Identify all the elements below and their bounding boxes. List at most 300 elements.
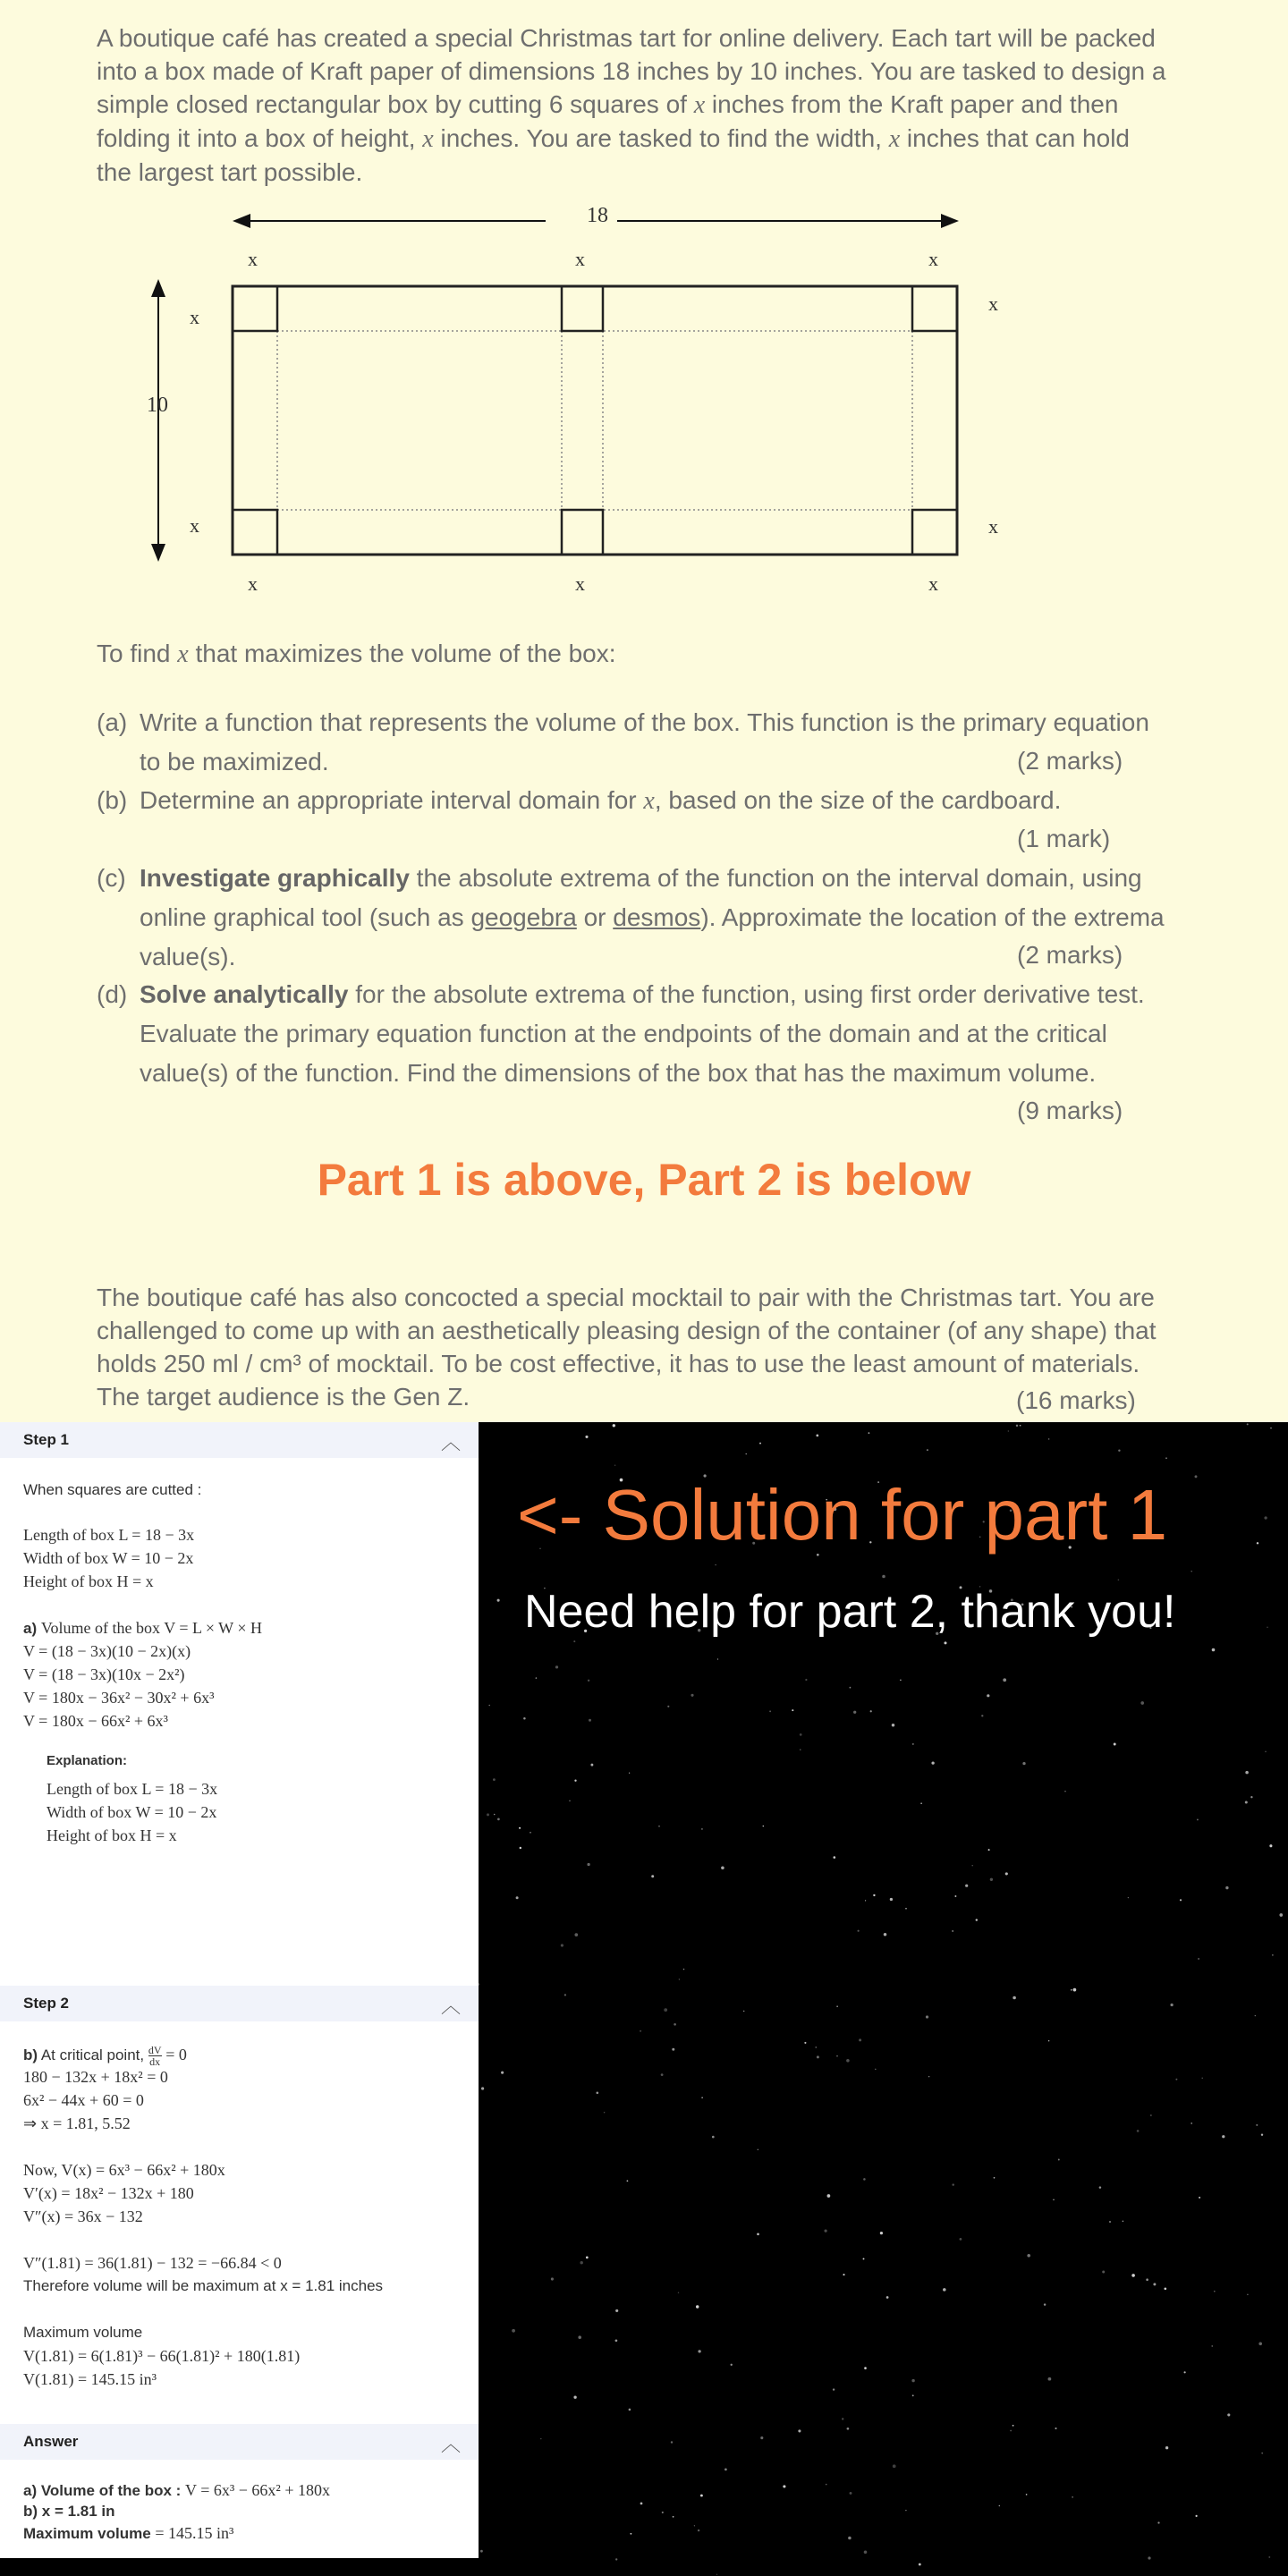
- star-dot: [717, 1658, 718, 1659]
- star-dot: [694, 2525, 695, 2526]
- star-dot: [990, 1878, 993, 1881]
- star-dot: [1175, 2079, 1177, 2080]
- star-dot: [1201, 2078, 1202, 2079]
- question-d: [97, 975, 1197, 1093]
- question-text: ). Approximate the location of the extrema: [700, 903, 1165, 931]
- star-dot: [987, 1694, 989, 1697]
- star-dot: [1016, 1425, 1018, 1427]
- star-dot: [615, 2309, 618, 2312]
- star-dot: [893, 2464, 896, 2468]
- star-dot: [480, 2550, 483, 2553]
- star-dot: [798, 2429, 801, 2432]
- volume-text: Volume of the box V = L × W × H: [40, 1619, 262, 1637]
- star-dot: [1267, 1627, 1268, 1629]
- star-dot: [1131, 2274, 1135, 2277]
- intro-text: simple closed rectangular box by cutting 6 squares of: [97, 90, 687, 118]
- fraction-numerator: dV: [148, 2044, 162, 2056]
- star-dot: [859, 2038, 861, 2041]
- star-dot: [1212, 2345, 1213, 2346]
- star-dot: [1020, 1425, 1021, 1427]
- star-dot: [712, 2136, 715, 2139]
- volume-step: V = 180x − 66x² + 6x³: [23, 1712, 168, 1730]
- square-label: x: [248, 572, 258, 595]
- solution-arrow-caption: <- Solution for part 1: [517, 1475, 1168, 1555]
- cut-square: [233, 510, 277, 555]
- star-dot: [900, 1680, 901, 1681]
- star-dot: [493, 1778, 496, 1781]
- critical-text: At critical point,: [40, 2046, 145, 2063]
- volume-step: V = (18 − 3x)(10x − 2x²): [23, 1665, 185, 1683]
- star-dot: [664, 2008, 667, 2012]
- star-dot: [724, 2469, 727, 2471]
- star-dot: [1053, 2199, 1054, 2200]
- star-dot: [1153, 2283, 1156, 2285]
- star-dot: [971, 1865, 972, 1866]
- star-dot: [1279, 1913, 1283, 1917]
- star-dot: [1058, 2159, 1060, 2161]
- star-dot: [927, 1449, 928, 1451]
- star-dot: [1247, 2294, 1248, 2295]
- star-dot: [816, 1435, 818, 1437]
- star-dot: [1268, 2556, 1270, 2558]
- question-label: (c): [97, 864, 126, 892]
- star-dot: [869, 1432, 870, 1434]
- star-dot: [590, 1764, 593, 1767]
- help-request-caption: Need help for part 2, thank you!: [524, 1586, 1176, 1638]
- question-text: online graphical tool (such as: [140, 903, 471, 931]
- star-dot: [604, 2112, 605, 2113]
- star-dot: [678, 2292, 679, 2293]
- marks-part2: (16 marks): [1016, 1386, 1136, 1414]
- intro-text: inches that can hold: [906, 124, 1130, 152]
- star-dot: [743, 2011, 744, 2012]
- star-dot: [516, 1896, 519, 1899]
- step2-header[interactable]: [0, 1986, 479, 2021]
- star-dot: [931, 1761, 934, 1764]
- star-dot: [960, 2238, 962, 2241]
- star-dot: [827, 2194, 831, 2198]
- chevron-up-icon[interactable]: ︿: [440, 1995, 461, 2017]
- star-dot: [1195, 1475, 1198, 1478]
- star-dot: [884, 1933, 887, 1936]
- star-dot: [683, 1969, 684, 1970]
- solution-card: [0, 1422, 479, 2558]
- geogebra-link[interactable]: geogebra: [470, 903, 577, 931]
- marks-a: (2 marks): [1017, 747, 1123, 775]
- star-dot: [574, 1780, 576, 1782]
- star-dot: [1265, 1751, 1266, 1752]
- star-dot: [875, 2069, 877, 2071]
- question-text: value(s) of the function. Find the dimensions of the box that has the maximum volume.: [140, 1059, 1097, 1087]
- star-dot: [716, 2574, 717, 2575]
- star-dot: [574, 1933, 578, 1936]
- question-label: (b): [97, 786, 128, 814]
- dim-width: Width of box W = 10 − 2x: [23, 1549, 194, 1567]
- part-divider-heading: Part 1 is above, Part 2 is below: [317, 1155, 971, 1205]
- question-text: , based on the size of the cardboard.: [654, 786, 1062, 814]
- explanation-title: Explanation:: [47, 1753, 128, 1768]
- square-label: x: [248, 248, 258, 270]
- star-dot: [1191, 2123, 1192, 2124]
- star-dot: [999, 2505, 1000, 2506]
- star-dot: [994, 2177, 996, 2179]
- star-dot: [1044, 2303, 1046, 2305]
- cut-square: [562, 286, 603, 331]
- star-dot: [1227, 2413, 1230, 2416]
- star-dot: [588, 1680, 589, 1682]
- star-dot: [911, 2379, 914, 2382]
- star-dot: [613, 1424, 615, 1427]
- answer-b-value: x = 1.81 in: [41, 2503, 115, 2520]
- star-dot: [757, 2233, 759, 2235]
- star-dot: [1073, 1988, 1077, 1992]
- star-dot: [792, 1709, 793, 1711]
- cut-square: [912, 510, 957, 555]
- star-dot: [585, 1436, 588, 1438]
- star-dot: [954, 1895, 956, 1897]
- star-dot: [1114, 1743, 1116, 1746]
- explanation-line: Length of box L = 18 − 3x: [47, 1780, 218, 1798]
- step2-title: Step 2: [23, 1995, 70, 2012]
- star-dot: [836, 2006, 837, 2007]
- question-bold: Solve analytically: [140, 980, 349, 1008]
- star-dot: [1269, 1844, 1272, 1847]
- star-dot: [667, 1706, 669, 1707]
- star-dot: [1164, 2287, 1166, 2290]
- star-dot: [815, 2046, 817, 2048]
- derivative-step: V″(x) = 36x − 132: [23, 2207, 143, 2225]
- star-dot: [826, 2484, 827, 2486]
- star-dot: [1199, 2197, 1200, 2199]
- star-dot: [580, 2261, 582, 2264]
- star-dot: [833, 2388, 835, 2390]
- intro-paragraph: [97, 21, 1197, 189]
- star-dot: [615, 2558, 617, 2560]
- part-a-label: a): [23, 1620, 38, 1637]
- question-label: (a): [97, 708, 128, 736]
- star-dot: [1003, 1678, 1006, 1682]
- star-dot: [523, 1717, 526, 1720]
- star-dot: [1197, 1818, 1199, 1820]
- star-dot: [481, 2087, 484, 2089]
- star-dot: [629, 2409, 631, 2411]
- square-label: x: [190, 306, 199, 328]
- marks-b: (1 mark): [1017, 825, 1111, 852]
- question-bold: Investigate graphically: [140, 864, 410, 892]
- step1-title: Step 1: [23, 1431, 70, 1448]
- star-dot: [1225, 1886, 1228, 1889]
- star-dot: [1212, 1648, 1216, 1652]
- intro-text: folding it into a box of height,: [97, 124, 416, 152]
- star-dot: [1264, 1516, 1267, 1519]
- answer-a-value: V = 6x³ − 66x² + 180x: [185, 2481, 330, 2499]
- star-dot: [497, 1599, 500, 1602]
- star-dot: [1184, 2371, 1186, 2373]
- star-dot: [1048, 1438, 1050, 1440]
- step1-header[interactable]: [0, 1422, 479, 1458]
- star-dot: [1165, 2446, 1168, 2449]
- star-dot: [890, 1898, 893, 1901]
- question-text: the absolute extrema of the function on the interval domain, using: [409, 864, 1142, 892]
- star-dot: [850, 2492, 852, 2495]
- star-dot: [836, 2055, 837, 2056]
- question-text: or: [576, 903, 614, 931]
- star-dot: [573, 1640, 575, 1642]
- star-dot: [976, 1919, 978, 1920]
- star-dot: [864, 2367, 867, 2369]
- star-dot: [586, 2257, 589, 2259]
- star-dot: [696, 2305, 699, 2308]
- star-dot: [928, 2076, 930, 2078]
- star-dot: [846, 2059, 850, 2063]
- star-dot: [882, 1575, 886, 1579]
- star-dot: [850, 1687, 852, 1689]
- star-dot: [1272, 1954, 1273, 1955]
- intro-line: A boutique café has created a special Christmas tart for online delivery. Each tart will be packed: [97, 24, 1156, 52]
- star-dot: [1128, 1897, 1129, 1898]
- star-dot: [519, 1827, 521, 1829]
- star-dot: [1148, 2556, 1150, 2559]
- question-b: [97, 781, 1197, 821]
- desmos-link[interactable]: desmos: [613, 903, 701, 931]
- volume-step: V = 180x − 36x² − 30x² + 6x³: [23, 1689, 215, 1707]
- star-dot: [1010, 2430, 1012, 2432]
- star-dot: [520, 1847, 521, 1849]
- star-dot: [912, 2394, 914, 2396]
- square-label: x: [190, 514, 199, 537]
- star-dot: [615, 2339, 618, 2342]
- star-dot: [759, 1443, 761, 1445]
- star-dot: [1099, 2186, 1102, 2189]
- critical-equals: = 0: [165, 2045, 187, 2063]
- star-dot: [1261, 2133, 1263, 2135]
- star-dot: [944, 1641, 946, 1644]
- answer-b-label: b): [23, 2503, 38, 2520]
- square-label: x: [988, 292, 998, 315]
- star-dot: [536, 1677, 538, 1679]
- star-dot: [873, 1894, 875, 1896]
- answer-max-label: Maximum volume: [23, 2525, 151, 2542]
- star-dot: [555, 1665, 558, 1668]
- star-dot: [1165, 1458, 1166, 1459]
- star-dot: [1118, 1449, 1120, 1451]
- intro-line: [97, 122, 1197, 156]
- star-dot: [1196, 2515, 1198, 2517]
- star-dot: [1055, 2428, 1056, 2429]
- star-dot: [1255, 2015, 1256, 2016]
- star-dot: [981, 1715, 983, 1716]
- chevron-up-icon[interactable]: ︿: [440, 2433, 461, 2455]
- star-dot: [804, 2042, 806, 2044]
- star-dot: [919, 2563, 921, 2566]
- star-dot: [672, 2048, 674, 2051]
- cut-square: [562, 510, 603, 555]
- fraction-denominator: dx: [149, 2055, 161, 2068]
- star-dot: [965, 1885, 968, 1887]
- part-b-label: b): [23, 2046, 38, 2063]
- derivative-fraction: [148, 2045, 162, 2067]
- star-dot: [853, 1711, 856, 1714]
- derivative-step: V′(x) = 18x² − 132x + 180: [23, 2184, 194, 2202]
- star-dot: [1214, 2291, 1216, 2292]
- star-dot: [864, 2551, 868, 2555]
- chevron-up-icon[interactable]: ︿: [440, 1431, 461, 1453]
- intro-line: [97, 88, 1197, 122]
- star-dot: [614, 1464, 615, 1465]
- star-dot: [1013, 1996, 1016, 2000]
- star-dot: [1027, 2254, 1030, 2258]
- star-dot: [892, 1724, 894, 1726]
- star-dot: [640, 2030, 641, 2032]
- question-text: Determine an appropriate interval domain for: [140, 786, 637, 814]
- star-dot: [760, 2436, 763, 2439]
- star-dot: [783, 2485, 785, 2487]
- cut-square: [912, 286, 957, 331]
- star-dot: [701, 1828, 703, 1830]
- star-dot: [1180, 1899, 1182, 1901]
- star-dot: [952, 2183, 953, 2185]
- star-dot: [700, 2495, 703, 2497]
- star-dot: [721, 1867, 724, 1870]
- star-dot: [512, 2329, 515, 2333]
- star-dot: [769, 1710, 771, 1712]
- star-dot: [564, 1994, 566, 1996]
- star-dot: [640, 2503, 643, 2505]
- critical-point-line: [23, 2045, 187, 2067]
- star-dot: [1257, 1542, 1258, 1544]
- star-dot: [651, 1875, 654, 1877]
- variable-x: x: [888, 125, 901, 153]
- star-dot: [662, 2512, 664, 2513]
- star-dot: [843, 2274, 844, 2275]
- star-dot: [1137, 2130, 1140, 2132]
- star-dot: [701, 2097, 703, 2098]
- star-dot: [943, 2288, 946, 2292]
- question-text: Write a function that represents the volume of the box. This function is the primary equation: [140, 708, 1149, 736]
- star-dot: [1048, 2377, 1052, 2381]
- star-dot: [825, 2230, 827, 2233]
- volume-formula: [23, 1619, 262, 1638]
- star-dot: [800, 1733, 802, 1736]
- square-label: x: [928, 572, 938, 595]
- star-dot: [817, 2055, 819, 2058]
- star-dot: [842, 2418, 843, 2419]
- square-label: x: [575, 248, 585, 270]
- star-dot: [1222, 2135, 1224, 2138]
- star-dot: [551, 2277, 554, 2280]
- answer-header[interactable]: [0, 2424, 479, 2460]
- star-dot: [494, 1814, 496, 1816]
- arrowhead-down-icon: [151, 544, 165, 562]
- square-label: x: [928, 248, 938, 270]
- arrowhead-right-icon: [941, 214, 959, 228]
- variable-x: x: [693, 91, 706, 119]
- star-dot: [1256, 2124, 1258, 2126]
- star-dot: [1198, 1958, 1199, 1960]
- answer-a: [23, 2481, 330, 2500]
- star-dot: [630, 2533, 631, 2535]
- star-dot: [905, 2510, 906, 2511]
- intro-text: inches. You are tasked to find the width,: [440, 124, 882, 152]
- star-dot: [920, 1802, 922, 1804]
- star-dot: [674, 2023, 676, 2026]
- question-text: value(s).: [140, 943, 236, 970]
- dim-height: Height of box H = x: [23, 1572, 154, 1590]
- width-label: 18: [587, 204, 608, 227]
- height-label: 10: [147, 394, 168, 417]
- star-dot: [487, 1813, 489, 1816]
- derivative-step: Now, V(x) = 6x³ − 66x² + 180x: [23, 2161, 225, 2179]
- variable-x: x: [422, 125, 434, 153]
- star-dot: [715, 1564, 716, 1566]
- part2-line: The target audience is the Gen Z.: [97, 1383, 470, 1411]
- question-text: to be maximized.: [140, 748, 329, 775]
- answer-max-value: = 145.15 in³: [155, 2524, 234, 2542]
- explanation-line: Height of box H = x: [47, 1826, 177, 1844]
- star-dot: [1064, 1791, 1065, 1792]
- star-dot: [912, 1743, 914, 1745]
- star-dot: [658, 1826, 660, 1827]
- answer-b: [23, 2503, 115, 2521]
- star-dot: [886, 2296, 889, 2299]
- star-dot: [691, 1694, 693, 1697]
- star-dot: [1245, 1771, 1249, 1775]
- star-dot: [1245, 1801, 1248, 1803]
- volume-step: V = (18 − 3x)(10 − 2x)(x): [23, 1642, 191, 1660]
- answer-max: [23, 2524, 233, 2543]
- star-dot: [1071, 1989, 1072, 1991]
- star-dot: [1048, 2040, 1049, 2041]
- star-dot: [698, 2529, 699, 2531]
- star-dot: [952, 1930, 953, 1931]
- box-net-diagram: [134, 197, 1011, 608]
- star-dot: [1005, 1872, 1008, 1875]
- star-dot: [863, 2178, 866, 2181]
- dim-length: Length of box L = 18 − 3x: [23, 1526, 195, 1544]
- star-dot: [1150, 2114, 1151, 2115]
- variable-x: x: [643, 787, 655, 815]
- paper-outline: [233, 286, 957, 555]
- star-dot: [573, 2396, 576, 2399]
- part2-line: challenged to come up with an aesthetically pleasing design of the container (of any shape) that: [97, 1317, 1157, 1344]
- star-dot: [497, 1818, 500, 1821]
- star-dot: [1008, 1430, 1009, 1431]
- max-volume-title: Maximum volume: [23, 2324, 143, 2341]
- star-dot: [1140, 1701, 1144, 1705]
- question-label: (d): [97, 980, 128, 1008]
- star-dot: [746, 1453, 747, 1454]
- intro-text: inches from the Kraft paper and then: [711, 90, 1119, 118]
- intro-line: into a box made of Kraft paper of dimensions 18 inches by 10 inches. You are tasked to design a: [97, 57, 1166, 85]
- maximum-conclusion: Therefore volume will be maximum at x = 1.81 inches: [23, 2277, 384, 2294]
- star-dot: [926, 2015, 928, 2018]
- star-dot: [627, 2180, 629, 2182]
- part2-line: holds 250 ml / cm³ of mocktail. To be cost effective, it has to use the least amount of materials.: [97, 1350, 1140, 1377]
- step1-intro: When squares are cutted :: [23, 1481, 202, 1498]
- star-dot: [597, 2092, 599, 2095]
- star-dot: [731, 2364, 733, 2366]
- star-dot: [880, 2232, 883, 2234]
- max-volume-step: V(1.81) = 6(1.81)³ − 66(1.81)² + 180(1.81): [23, 2347, 301, 2365]
- critical-step: ⇒ x = 1.81, 5.52: [23, 2114, 131, 2132]
- answer-title: Answer: [23, 2433, 79, 2450]
- square-label: x: [575, 572, 585, 595]
- star-dot: [488, 1705, 490, 1707]
- to-find-text: that maximizes the volume of the box:: [195, 640, 616, 667]
- star-dot: [1109, 2221, 1111, 2223]
- square-label: x: [988, 515, 998, 538]
- star-dot: [1026, 2494, 1028, 2496]
